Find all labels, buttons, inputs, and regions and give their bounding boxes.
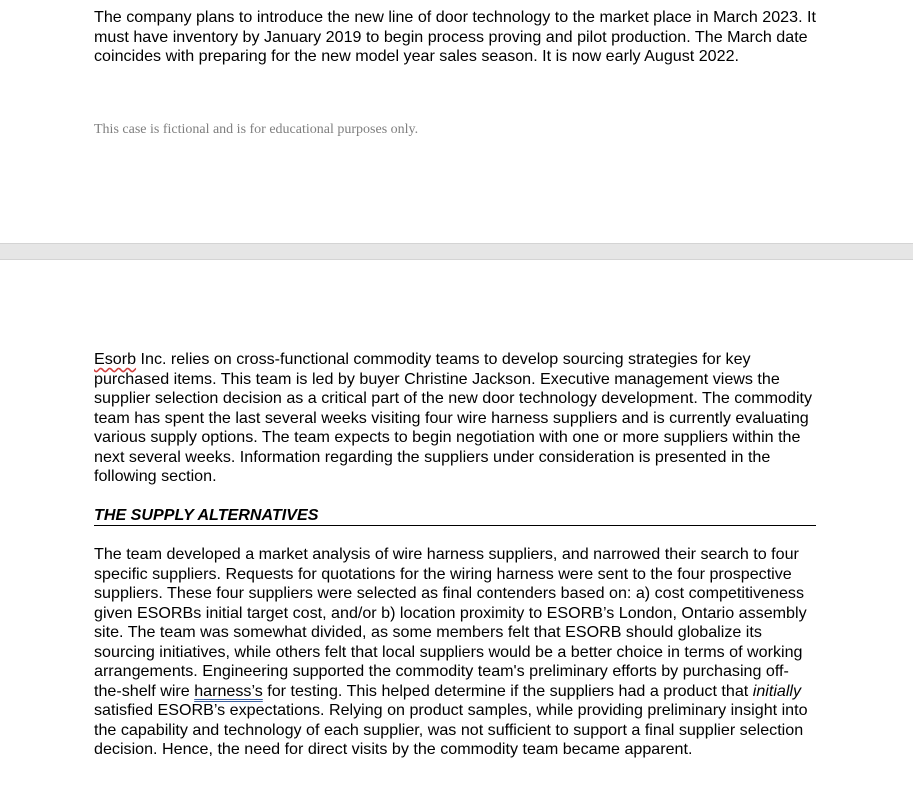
intro-paragraph <box>94 350 816 487</box>
document-page-1 <box>0 0 913 243</box>
timeline-paragraph: The company plans to introduce the new line of door technology to the market place in March 2023. It must have inventory by January 2019 to begin process proving and pilot production. The March date coincides with preparing for the new model year sales season. It is now early August 2022. <box>94 8 816 65</box>
section-heading: THE SUPPLY ALTERNATIVES <box>94 506 816 526</box>
page-break-gap <box>0 243 913 260</box>
body-text-1: The team developed a market analysis of wire harness suppliers, and narrowed their search to four specific suppliers. Requests for quotations for the wiring harness were sent to the four prospective suppliers. These four suppliers were selected as final contenders based on: a) cost competitiveness given ESORBs initial target cost, and/or b) location proximity to ESORB’s London, Ontario assembly site. The team was somewhat divided, as some members felt that ESORB should globalize its sourcing initiatives, while others felt that local suppliers would be a better choice in terms of working arrangements. Engineering supported the commodity team's preliminary efforts by purchasing off-the-shelf wire <box>94 545 807 700</box>
document-page-2 <box>0 260 913 789</box>
intro-text: Inc. relies on cross-functional commodity teams to develop sourcing strategies for key purchased items. This team is led by buyer Christine Jackson. Executive management views the supplier selection decision as a critical part of the new door technology development. The commodity team has spent the last several weeks visiting four wire harness suppliers and is currently evaluating various supply options. The team expects to begin negotiation with one or more suppliers within the next several weeks. Information regarding the suppliers under consideration is presented in the following section. <box>94 350 813 485</box>
fictional-disclaimer: This case is fictional and is for educational purposes only. <box>94 122 419 137</box>
supply-alternatives-paragraph <box>94 545 816 760</box>
grammar-flag-harness[interactable]: harness’s <box>194 681 263 700</box>
body-text-3: satisfied ESORB’s expectations. Relying on product samples, while providing preliminary insight into the capability and technology of each supplier, was not sufficient to support a final supplier selection decision. Hence, the need for direct visits by the commodity team became apparent. <box>94 701 808 758</box>
italic-initially: initially <box>752 681 802 700</box>
spelling-flag-esorb[interactable]: Esorb <box>94 350 137 368</box>
body-text-2: for testing. This helped determine if the suppliers had a product that <box>262 681 753 700</box>
